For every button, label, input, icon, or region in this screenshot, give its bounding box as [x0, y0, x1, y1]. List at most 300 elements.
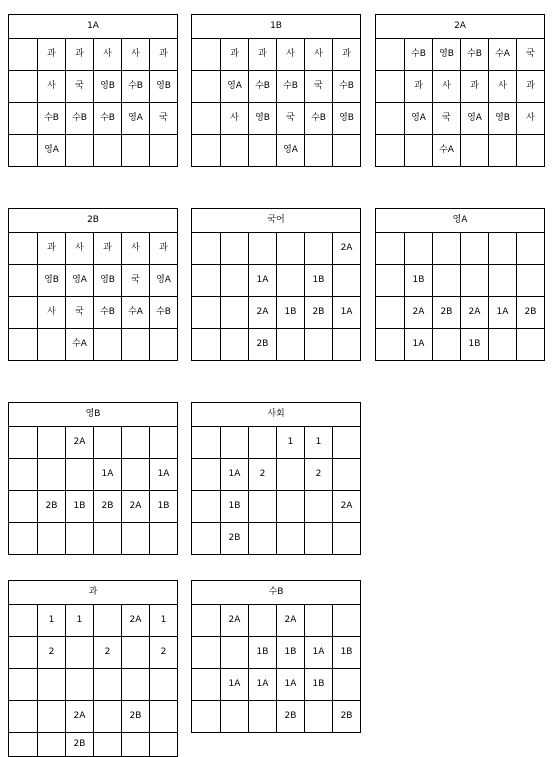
class-cell: 영B [249, 103, 277, 135]
period-header-cell [9, 265, 38, 297]
class-cell [305, 329, 333, 361]
class-cell: 사 [433, 71, 461, 103]
class-cell: 1A [221, 459, 249, 491]
table-row [376, 233, 545, 265]
period-header-cell [192, 427, 221, 459]
class-cell [122, 523, 150, 555]
class-cell: 영A [150, 265, 178, 297]
class-cell: 2B [221, 523, 249, 555]
period-header-cell [192, 297, 221, 329]
class-cell [150, 523, 178, 555]
class-cell: 1B [405, 265, 433, 297]
class-cell: 국 [66, 297, 94, 329]
class-cell [94, 135, 122, 167]
class-cell: 수B [66, 103, 94, 135]
class-cell [122, 637, 150, 669]
class-cell: 1B [305, 265, 333, 297]
class-cell: 과 [461, 71, 489, 103]
table-row [9, 265, 178, 297]
class-cell [221, 701, 249, 733]
table-title: 과 [9, 581, 178, 605]
class-cell [405, 135, 433, 167]
class-cell: 사 [38, 297, 66, 329]
period-header-cell [192, 637, 221, 669]
class-cell: 2A [221, 605, 249, 637]
class-cell: 국 [517, 39, 545, 71]
timetable-1a [8, 14, 178, 167]
table-row [9, 233, 178, 265]
class-cell: 2B [433, 297, 461, 329]
class-cell: 수A [122, 297, 150, 329]
class-cell: 사 [122, 39, 150, 71]
class-cell [122, 459, 150, 491]
period-header-cell [9, 669, 38, 701]
timetable-2a [375, 14, 545, 167]
table-row [9, 297, 178, 329]
class-cell [489, 233, 517, 265]
class-cell [305, 233, 333, 265]
class-cell [489, 265, 517, 297]
class-cell [221, 637, 249, 669]
class-cell [38, 669, 66, 701]
class-cell [66, 135, 94, 167]
class-cell: 1 [305, 427, 333, 459]
class-cell: 과 [94, 233, 122, 265]
table-row [192, 265, 361, 297]
class-cell: 2A [333, 233, 361, 265]
class-cell: 사 [94, 39, 122, 71]
period-header-cell [376, 71, 405, 103]
class-cell [221, 297, 249, 329]
class-cell: 1B [277, 637, 305, 669]
class-cell [122, 427, 150, 459]
table-title: 1B [192, 15, 361, 39]
class-cell [38, 329, 66, 361]
class-cell: 수B [277, 71, 305, 103]
class-cell [38, 733, 66, 757]
class-cell [38, 701, 66, 733]
table-row [9, 701, 178, 733]
class-cell: 1A [249, 265, 277, 297]
class-cell: 수B [305, 103, 333, 135]
class-cell: 1A [405, 329, 433, 361]
period-header-cell [9, 733, 38, 757]
table-row [376, 297, 545, 329]
class-cell [122, 135, 150, 167]
class-cell [221, 329, 249, 361]
class-cell: 국 [277, 103, 305, 135]
table-row [192, 71, 361, 103]
table-row [9, 605, 178, 637]
class-cell: 수B [333, 71, 361, 103]
class-cell: 수B [405, 39, 433, 71]
class-cell [433, 329, 461, 361]
class-cell: 영A [66, 265, 94, 297]
class-cell [38, 459, 66, 491]
class-cell: 영A [38, 135, 66, 167]
class-cell [277, 459, 305, 491]
class-cell [333, 329, 361, 361]
period-header-cell [192, 605, 221, 637]
class-cell [277, 233, 305, 265]
class-cell: 사 [305, 39, 333, 71]
class-cell [333, 605, 361, 637]
class-cell [221, 427, 249, 459]
class-cell: 1A [333, 297, 361, 329]
class-cell [150, 135, 178, 167]
class-cell: 수B [38, 103, 66, 135]
period-header-cell [9, 329, 38, 361]
class-cell: 영B [433, 39, 461, 71]
table-row [376, 329, 545, 361]
class-cell: 영B [150, 71, 178, 103]
class-cell [150, 329, 178, 361]
class-cell: 과 [150, 39, 178, 71]
class-cell: 2A [122, 605, 150, 637]
table-row [192, 297, 361, 329]
class-cell [66, 523, 94, 555]
period-header-cell [9, 233, 38, 265]
class-cell [94, 427, 122, 459]
class-cell: 1B [305, 669, 333, 701]
class-cell: 1A [94, 459, 122, 491]
class-cell: 2 [38, 637, 66, 669]
class-cell [94, 605, 122, 637]
class-cell: 국 [122, 265, 150, 297]
class-cell: 수B [249, 71, 277, 103]
class-cell [333, 427, 361, 459]
class-cell: 2 [249, 459, 277, 491]
table-row [9, 103, 178, 135]
period-header-cell [192, 459, 221, 491]
class-cell: 2A [277, 605, 305, 637]
class-cell [94, 669, 122, 701]
class-cell [249, 233, 277, 265]
class-cell [249, 701, 277, 733]
class-cell: 2 [305, 459, 333, 491]
class-cell: 사 [489, 71, 517, 103]
class-cell: 1A [221, 669, 249, 701]
class-cell [150, 427, 178, 459]
class-cell: 과 [66, 39, 94, 71]
class-cell: 1 [38, 605, 66, 637]
class-cell: 사 [517, 103, 545, 135]
class-cell: 과 [221, 39, 249, 71]
class-cell: 영A [221, 71, 249, 103]
table-row [9, 135, 178, 167]
period-header-cell [9, 523, 38, 555]
class-cell: 2 [150, 637, 178, 669]
table-title: 사회 [192, 403, 361, 427]
period-header-cell [9, 605, 38, 637]
class-cell [94, 329, 122, 361]
class-cell: 영A [405, 103, 433, 135]
table-row [192, 329, 361, 361]
class-cell: 영A [461, 103, 489, 135]
class-cell: 수B [150, 297, 178, 329]
table-row [9, 459, 178, 491]
table-row [192, 523, 361, 555]
class-cell: 1 [66, 605, 94, 637]
table-row [192, 637, 361, 669]
table-title: 2A [376, 15, 545, 39]
class-cell [249, 427, 277, 459]
class-cell: 1B [221, 491, 249, 523]
table-row [192, 39, 361, 71]
class-cell: 과 [333, 39, 361, 71]
class-cell: 영B [489, 103, 517, 135]
period-header-cell [192, 71, 221, 103]
table-row [192, 669, 361, 701]
class-cell: 수B [122, 71, 150, 103]
class-cell [150, 733, 178, 757]
class-cell: 과 [405, 71, 433, 103]
table-row [376, 39, 545, 71]
class-cell: 1B [461, 329, 489, 361]
class-cell [333, 135, 361, 167]
timetable-science [8, 580, 178, 757]
class-cell: 사 [38, 71, 66, 103]
timetable-math-b [191, 580, 361, 733]
class-cell: 과 [249, 39, 277, 71]
period-header-cell [376, 265, 405, 297]
class-cell [489, 329, 517, 361]
class-cell [66, 669, 94, 701]
table-title: 2B [9, 209, 178, 233]
class-cell: 사 [221, 103, 249, 135]
class-cell: 1B [333, 637, 361, 669]
class-cell [122, 733, 150, 757]
class-cell [38, 523, 66, 555]
class-cell [277, 265, 305, 297]
class-cell: 2A [461, 297, 489, 329]
table-title: 영A [376, 209, 545, 233]
timetable-eng-a [375, 208, 545, 361]
class-cell [122, 669, 150, 701]
class-cell [517, 135, 545, 167]
period-header-cell [192, 701, 221, 733]
timetable-2b [8, 208, 178, 361]
class-cell [305, 135, 333, 167]
class-cell [122, 329, 150, 361]
class-cell: 1 [277, 427, 305, 459]
class-cell: 1A [277, 669, 305, 701]
table-row [9, 39, 178, 71]
class-cell: 수B [94, 297, 122, 329]
period-header-cell [9, 103, 38, 135]
period-header-cell [9, 701, 38, 733]
class-cell [249, 605, 277, 637]
class-cell [277, 491, 305, 523]
table-row [376, 135, 545, 167]
class-cell [94, 701, 122, 733]
table-title: 1A [9, 15, 178, 39]
period-header-cell [192, 233, 221, 265]
class-cell [433, 265, 461, 297]
class-cell: 1B [150, 491, 178, 523]
class-cell: 1A [249, 669, 277, 701]
class-cell [405, 233, 433, 265]
class-cell: 1B [249, 637, 277, 669]
class-cell: 수A [433, 135, 461, 167]
timetable-eng-b [8, 402, 178, 555]
class-cell: 사 [66, 233, 94, 265]
table-row [9, 733, 178, 757]
table-row [192, 459, 361, 491]
table-row [376, 71, 545, 103]
table-row [192, 491, 361, 523]
timetable-1b [191, 14, 361, 167]
class-cell: 영A [277, 135, 305, 167]
class-cell: 과 [517, 71, 545, 103]
period-header-cell [192, 39, 221, 71]
class-cell [305, 701, 333, 733]
class-cell [305, 523, 333, 555]
class-cell [461, 265, 489, 297]
class-cell: 수A [489, 39, 517, 71]
class-cell: 1B [66, 491, 94, 523]
class-cell [221, 265, 249, 297]
period-header-cell [192, 491, 221, 523]
table-row [9, 71, 178, 103]
class-cell [277, 329, 305, 361]
table-row [9, 523, 178, 555]
table-row [192, 605, 361, 637]
class-cell: 2B [277, 701, 305, 733]
class-cell [277, 523, 305, 555]
class-cell [461, 233, 489, 265]
class-cell [333, 523, 361, 555]
table-row [192, 427, 361, 459]
class-cell [433, 233, 461, 265]
timetable-social [191, 402, 361, 555]
class-cell: 2 [94, 637, 122, 669]
class-cell: 국 [150, 103, 178, 135]
class-cell: 2B [38, 491, 66, 523]
class-cell: 2A [66, 701, 94, 733]
class-cell: 1A [305, 637, 333, 669]
class-cell: 1A [150, 459, 178, 491]
table-title: 영B [9, 403, 178, 427]
table-row [376, 265, 545, 297]
class-cell [333, 459, 361, 491]
class-cell [333, 265, 361, 297]
class-cell: 국 [66, 71, 94, 103]
class-cell: 2A [249, 297, 277, 329]
class-cell: 영B [94, 265, 122, 297]
period-header-cell [9, 71, 38, 103]
class-cell: 사 [122, 233, 150, 265]
class-cell [517, 233, 545, 265]
class-cell: 수B [461, 39, 489, 71]
class-cell: 2B [249, 329, 277, 361]
table-title: 국어 [192, 209, 361, 233]
class-cell: 2B [305, 297, 333, 329]
class-cell: 사 [277, 39, 305, 71]
class-cell: 2A [66, 427, 94, 459]
class-cell [150, 669, 178, 701]
class-cell [333, 669, 361, 701]
class-cell: 2A [333, 491, 361, 523]
period-header-cell [9, 637, 38, 669]
table-row [9, 329, 178, 361]
class-cell [94, 523, 122, 555]
class-cell: 과 [38, 39, 66, 71]
class-cell [94, 733, 122, 757]
class-cell: 영B [94, 71, 122, 103]
class-cell: 2B [122, 701, 150, 733]
period-header-cell [9, 459, 38, 491]
class-cell [249, 491, 277, 523]
period-header-cell [9, 135, 38, 167]
class-cell: 2B [94, 491, 122, 523]
class-cell: 국 [305, 71, 333, 103]
period-header-cell [192, 329, 221, 361]
class-cell [461, 135, 489, 167]
class-cell: 수A [66, 329, 94, 361]
class-cell: 2B [517, 297, 545, 329]
period-header-cell [9, 297, 38, 329]
class-cell [221, 135, 249, 167]
period-header-cell [9, 491, 38, 523]
class-cell [66, 637, 94, 669]
class-cell: 국 [433, 103, 461, 135]
table-row [9, 427, 178, 459]
class-cell: 1A [489, 297, 517, 329]
period-header-cell [192, 523, 221, 555]
table-row [376, 103, 545, 135]
period-header-cell [376, 135, 405, 167]
class-cell [517, 329, 545, 361]
class-cell [249, 135, 277, 167]
class-cell: 영B [333, 103, 361, 135]
table-row [9, 491, 178, 523]
period-header-cell [192, 669, 221, 701]
class-cell: 2B [333, 701, 361, 733]
period-header-cell [376, 39, 405, 71]
class-cell [150, 701, 178, 733]
class-cell: 2B [66, 733, 94, 757]
class-cell [249, 523, 277, 555]
class-cell: 2A [405, 297, 433, 329]
table-row [192, 103, 361, 135]
table-row [192, 701, 361, 733]
class-cell [221, 233, 249, 265]
period-header-cell [192, 135, 221, 167]
class-cell: 영A [122, 103, 150, 135]
period-header-cell [376, 103, 405, 135]
class-cell: 과 [150, 233, 178, 265]
class-cell [305, 605, 333, 637]
period-header-cell [376, 297, 405, 329]
period-header-cell [192, 103, 221, 135]
class-cell [38, 427, 66, 459]
period-header-cell [9, 427, 38, 459]
period-header-cell [9, 39, 38, 71]
class-cell [489, 135, 517, 167]
class-cell [66, 459, 94, 491]
class-cell: 1 [150, 605, 178, 637]
table-title: 수B [192, 581, 361, 605]
class-cell: 수B [94, 103, 122, 135]
class-cell [305, 491, 333, 523]
period-header-cell [376, 329, 405, 361]
table-row [9, 669, 178, 701]
timetable-korean [191, 208, 361, 361]
period-header-cell [192, 265, 221, 297]
table-row [9, 637, 178, 669]
table-row [192, 233, 361, 265]
